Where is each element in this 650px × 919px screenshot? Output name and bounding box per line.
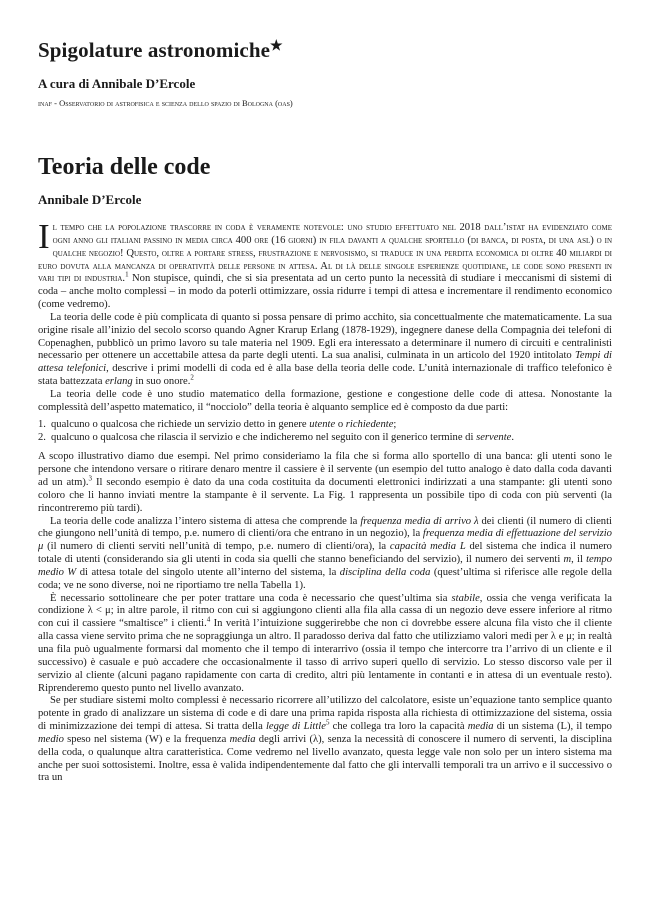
column-editor: A cura di Annibale D’Ercole [38,76,196,91]
italic-term: frequenza media di arrivo λ [360,515,479,527]
paragraph-text: La teoria delle code analizza l’intero sistema di attesa che comprende la [50,515,361,527]
list-text: qualcuno o qualcosa che richiede un servizio detto in genere [51,418,310,430]
italic-term: media [229,733,256,745]
paragraph-text: in suo onore. [132,376,191,388]
italic-term: legge di Little [265,721,326,733]
drop-cap: I [38,217,50,256]
paragraph-text: Non stupisce, quindi, che si sia presentata ad un certo punto la necessità di studiare i meccanismi di sistemi di coda – anche molto complessi – in modo da poterli ottimizzare, ossia ridurre i tempi di attesa e incrementare il rendimento economico (come vedremo). [38,273,612,311]
paragraph-text: A scopo illustrativo diamo due esempi. Nel primo consideriamo la fila che si forma allo sportello di una banca: gli utenti sono le persone che intendono versare o ritirare denaro mentre il cassiere è il servente (un esempio del tutto analogo è dato dalla coda davanti ad un atm). [38,451,612,489]
paragraph-little-law [38,695,612,785]
paragraph-text: (il numero di clienti serviti nell’unità di tempo, p.e. numero di clienti/ora), la [43,541,390,553]
italic-term: erlang [105,376,133,388]
paragraph-text: In verità l’intuizione suggerirebbe che non ci dovrebbe essere alcuna fila visto che il cliente alla cassa viene servito prima che ne sopraggiunga un altro. Il paradosso deriva dal fatto che utilizziamo valori medi per λ e μ; in realtà una fila può ugualmente formarsi dal momento che il tempo di interarrivo (ossia il tempo che intercorre tra l’arrivo di un cliente e il successivo) è casuale e può accadere che occasionalmente il tasso di arrivo superi quello di servizio. Lo stesso discorso vale per il servizio al cliente (alcuni pagano rapidamente con carta di credito, altri più lentamente in contanti e in attesa di un eventuale resto). Riprenderemo questo punto nel livello avanzato. [38,618,612,694]
paragraph-examples [38,451,612,515]
list-item-text [51,432,514,445]
paragraph-text: (quest’ultima si riferisce alle regole della coda; ve ne sono diverse, noi ne riportiamo tre nella Tabella 1). [38,566,612,591]
list-text: qualcuno o qualcosa che rilascia il servizio e che indicheremo nel seguito con il generico termine di [51,431,477,443]
paragraph-text: La teoria delle code è più complicata di quanto si possa pensare di primo acchito, sia concettualmente che matematicamente. La sua origine risale all’inizio del secolo scorso quando Agner Krarup Erlang (1878-1929), ingegnere danese della Compagnia dei telefoni di Copenaghen, pubblicò un primo lavoro su tale materia nel 1909. Egli era interessato a determinare il numero di circuiti e centralinisti necessario per ottenere un accettabile attesa da parte degli utenti. La sua analisi, culminata in un articolo del 1920 intitolato [38,311,612,362]
paragraph-text: dei clienti (il numero di clienti che giungono nell’unità di tempo, p.e. numero di clienti/ora che entrano in un negozio), la [38,515,612,540]
footnote-ref[interactable]: 3 [88,474,93,483]
footnote-ref[interactable]: 1 [125,270,129,279]
list-number: 2. [38,431,46,443]
paragraph-text: di attesa totale del singolo utente all’interno del sistema, la [76,566,340,578]
paragraph-text: , ossia che venga verificata la condizione λ < μ; in altre parole, il ritmo con cui si aggiungono clienti alla fila alla cassa di un negozio deve essere inferiore al ritmo con cui il cassiere “smaltisce” i clienti. [38,592,612,630]
paragraph-history [38,312,612,389]
italic-term: capacità media L [389,541,466,553]
paragraph-text: che collega tra loro la capacità [329,721,468,733]
list-item [38,419,612,432]
italic-term: Tempi di attesa telefonici [38,350,612,375]
article-author: Annibale D’Ercole [38,192,142,207]
paragraph-parameters [38,516,612,593]
italic-term: m [563,554,572,566]
footnote-star-mark: ★ [270,39,283,54]
italic-term: stabile [451,592,480,604]
paragraph-text: , il [571,554,587,566]
paragraph-definition: La teoria delle code è uno studio matematico della formazione, gestione e congestione delle code di attesa. Nonostante la complessità dell’aspetto matematico, il “nocciolo” della teoria è alquanto semplice ed è composto da due parti: [38,388,612,413]
column-title [38,38,283,63]
paragraph-text: l tempo che la popolazione trascorre in coda è veramente notevole: uno studio effettuato nel 2018 dall’istat ha evidenziato come ogni anno gli italiani passino in media circa 400 ore (16 giorni) in fila davanti a qualche sportello (di banca, di posta, di una asl) o in qualche negozio! Questo, oltre a portare stress, frustrazione e nervosismo, si traduce in una perdita economica di oltre 40 miliardi di euro dovuta alla mancanza di operatività delle persone in attesa. Al di là delle singole esperienze quotidiane, le code sono presenti in vari tipi di industria. [38,222,612,285]
paragraph-intro [38,217,612,312]
list-number: 1. [38,418,46,430]
paragraph-text: di un sistema (L), il tempo [493,721,612,733]
paragraph-text: degli arrivi (λ), senza la necessità di conoscere il numero di serventi, la disciplina della coda, o qualunque altra caratteristica. Come vedremo nel livello avanzato, questa legge vale non solo per un intero sistema ma anche per suoi sottosistemi. Inoltre, essa è valida indipendentemente dal fatto che gli intervalli temporali tra un arrivo e il successivo o tra un [38,733,612,784]
italic-term: servente [476,431,512,443]
column-title-text: Spigolature astronomiche [38,38,271,62]
footnote-ref[interactable]: 2 [190,373,194,382]
footnote-ref[interactable]: 5 [325,718,330,727]
italic-term: frequenza media di effettuazione del servizio μ [38,528,612,553]
paragraph-text: Il secondo esempio è dato da una coda costituita da documenti elettronici indirizzati a una stampante: gli utenti sono coloro che li hanno inviati mentre la stampante è il servente. La Fig. 1 rappresenta un possibile tipo di coda con più serventi (la rincontreremo più tardi). [38,477,613,514]
italic-term: utente [309,418,336,430]
list-item-text [51,419,396,432]
italic-term: media [467,721,494,733]
italic-term: disciplina della coda [339,566,431,578]
paragraph-stability [38,593,612,696]
paragraph-text: speso nel sistema (W) e la frequenza [63,733,230,745]
paragraph-text: È necessario sottolineare che per poter trattare una coda è necessario che quest’ultima sia [50,592,452,604]
list-text: . [511,431,515,443]
italic-term: richiedente [345,418,394,430]
italic-term: tempo medio W [38,554,612,578]
article-body [38,217,613,785]
paragraph-text: del sistema che indica il numero totale di utenti (considerando sia gli utenti in coda sia quelli che stanno beneficiando del servizio), il numero dei serventi [38,541,612,566]
paragraph-text: , descrive i primi modelli di coda ed è alla base della teoria delle code. L’unità internazionale di traffico telefonico è stata battezzata [38,363,612,388]
list-item [38,432,612,445]
article-title: Teoria delle code [38,154,211,180]
list-text: ; [393,418,397,430]
paragraph-text: Se per studiare sistemi molto complessi è necessario ricorrere all’utilizzo del calcolatore, esiste un’equazione tanto semplice quanto potente in grado di analizzare un sistema di code e di dare una prima rapida risposta alla richiesta di ottimizzazione del sistema, ossia di minimizzazione dei tempi di attesa. Si tratta della [38,695,612,733]
components-list [38,419,612,445]
editor-affiliation: inaf - Osservatorio di astrofisica e scienza dello spazio di Bologna (oas) [38,98,293,108]
footnote-ref[interactable]: 4 [206,615,211,624]
list-text: o [335,418,346,430]
italic-term: medio [38,733,64,745]
